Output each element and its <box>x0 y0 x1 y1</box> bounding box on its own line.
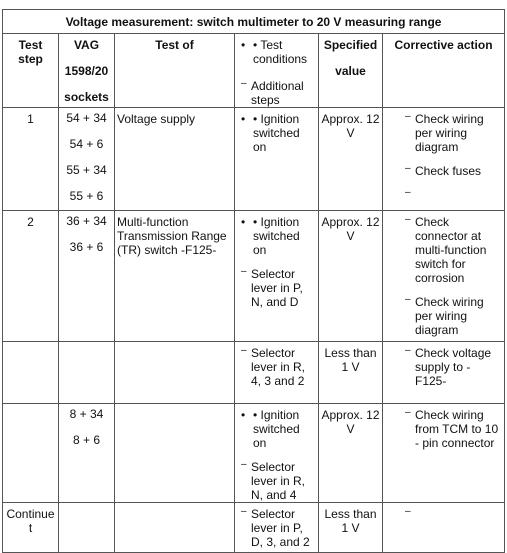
header-vag-line3: sockets <box>64 90 109 104</box>
step-cell <box>3 404 59 503</box>
header-test-step: Test step <box>3 34 59 108</box>
specified-value-cell: Approx. 12 V <box>319 108 383 211</box>
table-title: Voltage measurement: switch multimeter to 20 V measuring range <box>3 10 505 34</box>
test-of-cell <box>115 342 235 404</box>
header-conditions <box>235 34 319 108</box>
specified-value-cell: Less than 1 V <box>319 503 383 553</box>
conditions-cell <box>235 108 319 211</box>
table-row <box>3 503 505 553</box>
sockets-cell <box>59 503 115 553</box>
header-test-of: Test of <box>115 34 235 108</box>
header-corrective-action: Corrective action <box>383 34 505 108</box>
bullet-icon: • <box>241 215 246 229</box>
dash-icon: – <box>405 345 411 356</box>
step-cell: 2 <box>3 211 59 342</box>
table-row <box>3 342 505 404</box>
corrective-action-cell <box>383 108 505 211</box>
test-of-cell <box>115 503 235 553</box>
specified-value-cell: Less than 1 V <box>319 342 383 404</box>
socket-value: 8 + 6 <box>72 433 101 447</box>
action-text: Check connector at multi-function switch for corrosion <box>415 215 487 285</box>
socket-value: 55 + 6 <box>69 189 104 203</box>
action-text: Check wiring per wiring diagram <box>415 295 484 337</box>
bullet-icon: • <box>241 38 246 52</box>
socket-value: 55 + 34 <box>66 163 107 177</box>
socket-value: 54 + 34 <box>66 111 107 125</box>
action-text: Check fuses <box>415 164 482 178</box>
table-row <box>3 108 505 211</box>
header-specified-value <box>319 34 383 108</box>
dash-icon: – <box>241 345 247 356</box>
corrective-action-cell <box>383 404 505 503</box>
conditions-cell <box>235 342 319 404</box>
condition-text: Selector lever in P, N, and D <box>251 267 303 309</box>
test-of-cell: Voltage supply <box>115 108 235 211</box>
header-spec-line1: Specified <box>323 38 378 52</box>
dash-icon: – <box>241 506 247 517</box>
corrective-action-cell <box>383 342 505 404</box>
corrective-action-cell <box>383 211 505 342</box>
table-row <box>3 404 505 503</box>
dash-icon: – <box>405 407 411 418</box>
socket-value: 8 + 34 <box>69 407 104 421</box>
action-text: Check wiring per wiring diagram <box>415 112 484 154</box>
socket-value: 54 + 6 <box>69 137 104 151</box>
condition-text: • Ignition switched on <box>253 215 300 257</box>
condition-text: Selector lever in P, D, 3, and 2 <box>251 507 310 549</box>
dash-icon: – <box>405 163 411 174</box>
action-text: Check wiring from TCM to 10 - pin connector <box>415 408 499 450</box>
dash-icon: – <box>241 459 247 470</box>
step-cell: Continue t <box>3 503 59 553</box>
bullet-icon: • <box>241 112 246 126</box>
condition-text: • Ignition switched on <box>253 112 300 154</box>
header-cond-bullet: • Test conditions <box>253 38 308 66</box>
dash-icon: – <box>241 78 247 89</box>
condition-text: Selector lever in R, N, and 4 <box>251 460 306 502</box>
sockets-cell <box>59 211 115 342</box>
voltage-measurement-table <box>2 9 505 553</box>
sockets-cell <box>59 404 115 503</box>
header-cond-dash: Additional steps <box>251 79 304 107</box>
specified-value-cell: Approx. 12 V <box>319 404 383 503</box>
socket-value: 36 + 6 <box>69 240 104 254</box>
test-of-cell: Multi-function Transmission Range (TR) switch -F125- <box>115 211 235 342</box>
condition-text: Selector lever in R, 4, 3 and 2 <box>251 346 306 388</box>
dash-icon: – <box>405 506 411 517</box>
bullet-icon: • <box>241 408 246 422</box>
socket-value: 36 + 34 <box>66 214 107 228</box>
specified-value-cell: Approx. 12 V <box>319 211 383 342</box>
dash-icon: – <box>405 294 411 305</box>
dash-icon: – <box>405 111 411 122</box>
dash-icon: – <box>405 214 411 225</box>
corrective-action-cell <box>383 503 505 553</box>
conditions-cell <box>235 404 319 503</box>
header-vag-sockets <box>59 34 115 108</box>
header-spec-line2: value <box>335 64 366 78</box>
conditions-cell <box>235 503 319 553</box>
test-of-cell <box>115 404 235 503</box>
table-row <box>3 211 505 342</box>
dash-icon: – <box>241 266 247 277</box>
step-cell <box>3 342 59 404</box>
sockets-cell <box>59 342 115 404</box>
dash-icon: – <box>405 187 411 198</box>
conditions-cell <box>235 211 319 342</box>
action-text: Check voltage supply to - F125- <box>415 346 492 388</box>
header-vag-line2: 1598/20 <box>64 64 109 78</box>
condition-text: • Ignition switched on <box>253 408 300 450</box>
sockets-cell <box>59 108 115 211</box>
step-cell: 1 <box>3 108 59 211</box>
header-vag-line1: VAG <box>73 38 100 52</box>
